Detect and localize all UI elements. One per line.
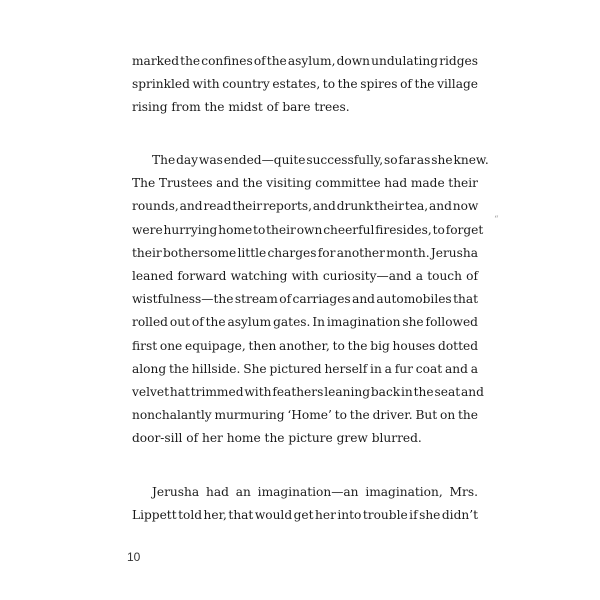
text-line: marked the confines of the asylum, down undulating ridges [132,54,478,68]
text-line: Lippett told her, that would get her into trouble if she didn’t [132,508,478,523]
text-line: rounds, and read their reports, and drunk their tea, and now [132,199,479,214]
paragraph-3 [132,481,478,527]
page-number: 10 [127,550,141,564]
text-line: along the hillside. She pictured herself in a fur coat and a [132,361,478,376]
text-line: The day was ended—quite successfully, so far as she knew. [152,153,489,167]
text-line: leaned forward watching with curiosity—and a touch of [132,269,478,284]
text-line: rising from the midst of bare trees. [132,100,350,115]
text-line: The Trustees and the visiting committee had made their [132,176,478,191]
text-line: rolled out of the asylum gates. In imagination she followed [132,315,478,330]
text-line: door-sill of her home the picture grew blurred. [132,431,422,446]
text-line: sprinkled with country estates, to the spires of the village [132,77,478,92]
text-line: were hurrying home to their own cheerful firesides, to forget [132,222,484,237]
text-line: Jerusha had an imagination—an imagination, Mrs. [152,485,478,499]
text-line: velvet hat trimmed with feathers leaning back in the seat and [132,385,484,400]
text-line: nonchalantly murmuring ‘Home’ to the driver. But on the [132,408,478,423]
text-line: first one equipage, then another, to the big houses dotted [132,338,478,353]
paragraph-1 [132,50,478,120]
text-line: their bothersome little charges for another month. Jerusha [132,245,478,260]
margin-mark: “ [494,215,499,225]
paragraph-2 [132,149,489,451]
text-line: wistfulness—the stream of carriages and automobiles that [132,292,478,307]
